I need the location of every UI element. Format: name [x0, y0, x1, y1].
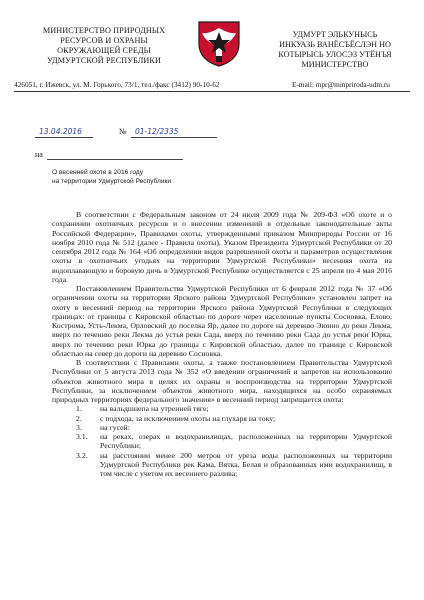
document-number: 01-12/2335: [135, 127, 179, 136]
list-item-text: на гусей:: [100, 422, 130, 432]
header-divider: [14, 91, 410, 92]
letter-body: [52, 210, 392, 478]
list-item-text: на вальдшнепа на утренней тяге;: [100, 404, 209, 414]
paragraph: В соответствии с Правилами охоты, а также постановлением Правительства Удмуртской Республики от 5 августа 2013 года № 352 «О введении ограничений и запретов на использование объектов животного мира в целях их охраны и воспроизводства на территории Удмуртской Республики, за исключением объектов животного мира, находящихся на особо охраняемых природных территориях федерального значения» в весенний период запрещается охота:: [52, 358, 392, 404]
ministry-name-russian: [18, 26, 190, 66]
subject-line: О весенней охоте в 2016 году: [52, 169, 144, 176]
ministry-line: УДМУРТ ЭЛЬКУНЫСЬ: [292, 30, 378, 39]
paragraph: В соответствии с Федеральным законом от 24 июля 2009 года № 209-ФЗ «Об охоте и о сохранении охотничьих ресурсов и о внесении изменений в отдельные законодательные акты Российской Федерации», Правилами охоты, утвержденными приказом Минприроды России от 16 ноября 2010 года № 512 (далее - Правила охоты), Указом Президента Удмуртской Республики от 20 сентября 2012 года № 164 «Об определении видов разрешенной охоты и параметров осуществления охоты в охотничьих угодьях на территории Удмуртской Республики» весенняя охота на водоплавающую и боровую дичь в Удмуртской Республике осуществляется с 25 апреля по 4 мая 2016 года.: [52, 210, 392, 284]
registration-block: [35, 127, 335, 141]
list-item: [52, 451, 392, 479]
reference-underline: [47, 159, 183, 160]
subject-line: на территории Удмуртской Республики: [52, 178, 172, 185]
list-item-number: 3.2.: [76, 450, 88, 460]
ministry-line: МИНИСТЕРСТВО ПРИРОДНЫХ: [42, 26, 166, 35]
list-item: [52, 423, 392, 432]
list-item-number: 3.1.: [76, 432, 88, 441]
date-underline: [35, 137, 93, 138]
number-label: №: [119, 127, 127, 136]
ministry-line: ОКРУЖАЮЩЕЙ СРЕДЫ: [57, 46, 151, 55]
ministry-line: ИНКУАЗЬ ВАНЁСЪЁСЛЭН НО: [279, 40, 391, 49]
email-address: E-mail: mpr@minpriroda-udm.ru: [292, 80, 390, 89]
number-underline: [131, 137, 217, 138]
list-item: [52, 404, 392, 413]
postal-address: 426051, г. Ижевск, ул. М. Горького, 73/1, тел./факс (3412) 90-10-62: [14, 80, 220, 89]
subject-block: [52, 168, 252, 186]
ministry-line: УДМУРТСКОЙ РЕСПУБЛИКИ: [46, 56, 162, 65]
list-item-number: 1.: [76, 404, 82, 414]
ministry-line: МИНИСТЕРСТВО: [301, 60, 369, 69]
list-item: [52, 414, 392, 423]
list-item-text: на реках, озерах и водохранилищах, расположенных на территории Удмуртской Республики;: [100, 432, 392, 451]
list-item-number: 3.: [76, 422, 82, 432]
list-item-text: с подхода, за исключением охоты на глухаря на току;: [100, 413, 276, 423]
paragraph: Постановлением Правительства Удмуртской Республики от 6 февраля 2012 года № 37 «Об ограничении охоты на территории Ярского района Удмуртской Республики» установлен запрет на охоту в весенний период на территории Ярского района Удмуртской Республики в следующих границах: от границы с Кировской областью по дороге через населенные пункты Сосновка, Елово, Кострома, Усть-Лекма, Орловский до поселка Яр, далее по дороге на деревню Эюино до реки Лекма, вверх по течению реки Лекма до устья реки Сада, вверх по течению реки Сада до устья реки Юрка, вверх по течению реки Юрка до границы с Кировской областью, далее по границе с Кировской областью на север до дороги на деревню Сосновка.: [52, 284, 392, 358]
ministry-line: КОТЫРЫСЬ УЛОСЭЗ УТЁНЪЯ: [278, 50, 392, 59]
coat-of-arms-icon: [196, 18, 242, 68]
ministry-line: РЕСУРСОВ И ОХРАНЫ: [60, 36, 148, 45]
list-item: [52, 432, 392, 451]
list-item-text: на расстоянии менее 200 метров от уреза воды расположенных на территории Удмуртской Республики рек Кама, Вятка, Белая и образованных ими водохранилищ, в том числе с учетом их весеннего разлива;: [100, 450, 392, 478]
ministry-name-udmurt: [252, 30, 418, 70]
document-date: 13.04.2016: [39, 127, 82, 136]
reference-label: на: [35, 150, 43, 159]
list-item-number: 2.: [76, 413, 82, 423]
